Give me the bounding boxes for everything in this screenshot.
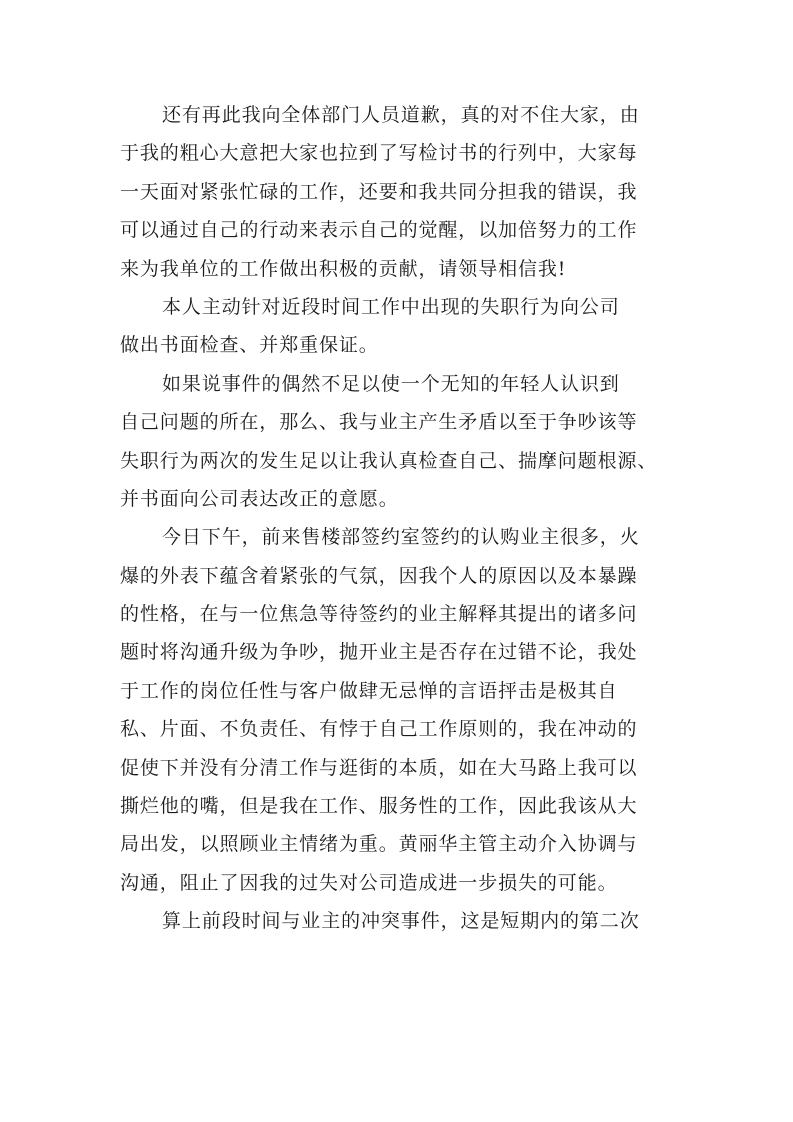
paragraph-line: 私、片面、不负责任、有悖于自己工作原则的，我在冲动的 [120,718,638,741]
paragraph-self-inspection [120,288,684,365]
paragraph-line: 撕烂他的嘴，但是我在工作、服务性的工作，因此我该从大 [120,795,638,818]
paragraph-incident [120,518,684,902]
paragraph-line: 今日下午，前来售楼部签约室签约的认购业主很多，火 [162,526,640,549]
paragraph-line: 于我的粗心大意把大家也拉到了写检讨书的行列中，大家每 [120,142,638,165]
paragraph-line: 来为我单位的工作做出积极的贡献，请领导相信我! [120,257,567,280]
paragraph-line: 本人主动针对近段时间工作中出现的失职行为向公司 [162,295,620,318]
paragraph-line: 可以通过自己的行动来表示自己的觉醒，以加倍努力的工作 [120,219,638,242]
paragraph-reflection [120,365,684,519]
document-body [120,96,684,941]
paragraph-line: 自己问题的所在，那么、我与业主产生矛盾以至于争吵该等 [120,411,638,434]
paragraph-line: 一天面对紧张忙碌的工作，还要和我共同分担我的错误，我 [120,180,638,203]
paragraph-line: 于工作的岗位任性与客户做肆无忌惮的言语抨击是极其自 [120,679,618,702]
paragraph-line: 失职行为两次的发生足以让我认真检查自己、揣摩问题根源、 [120,449,658,472]
paragraph-line: 局出发，以照顾业主情绪为重。黄丽华主管主动介入协调与 [120,833,638,856]
paragraph-line: 爆的外表下蕴含着紧张的气氛，因我个人的原因以及本暴躁 [120,564,638,587]
paragraph-line: 做出书面检查、并郑重保证。 [120,334,379,357]
paragraph-apology [120,96,684,288]
paragraph-line: 促使下并没有分清工作与逛街的本质，如在大马路上我可以 [120,756,638,779]
paragraph-line: 还有再此我向全体部门人员道歉，真的对不住大家，由 [162,104,640,126]
paragraph-line: 并书面向公司表达改正的意愿。 [120,487,399,510]
paragraph-second-conflict [120,902,684,940]
paragraph-line: 算上前段时间与业主的冲突事件，这是短期内的第二次 [162,910,640,933]
paragraph-line: 的性格，在与一位焦急等待签约的业主解释其提出的诸多问 [120,603,638,626]
paragraph-line: 如果说事件的偶然不足以使一个无知的年轻人认识到 [162,372,620,395]
paragraph-line: 沟通，阻止了因我的过失对公司造成进一步损失的可能。 [120,871,618,894]
paragraph-line: 题时将沟通升级为争吵，抛开业主是否存在过错不论，我处 [120,641,638,664]
